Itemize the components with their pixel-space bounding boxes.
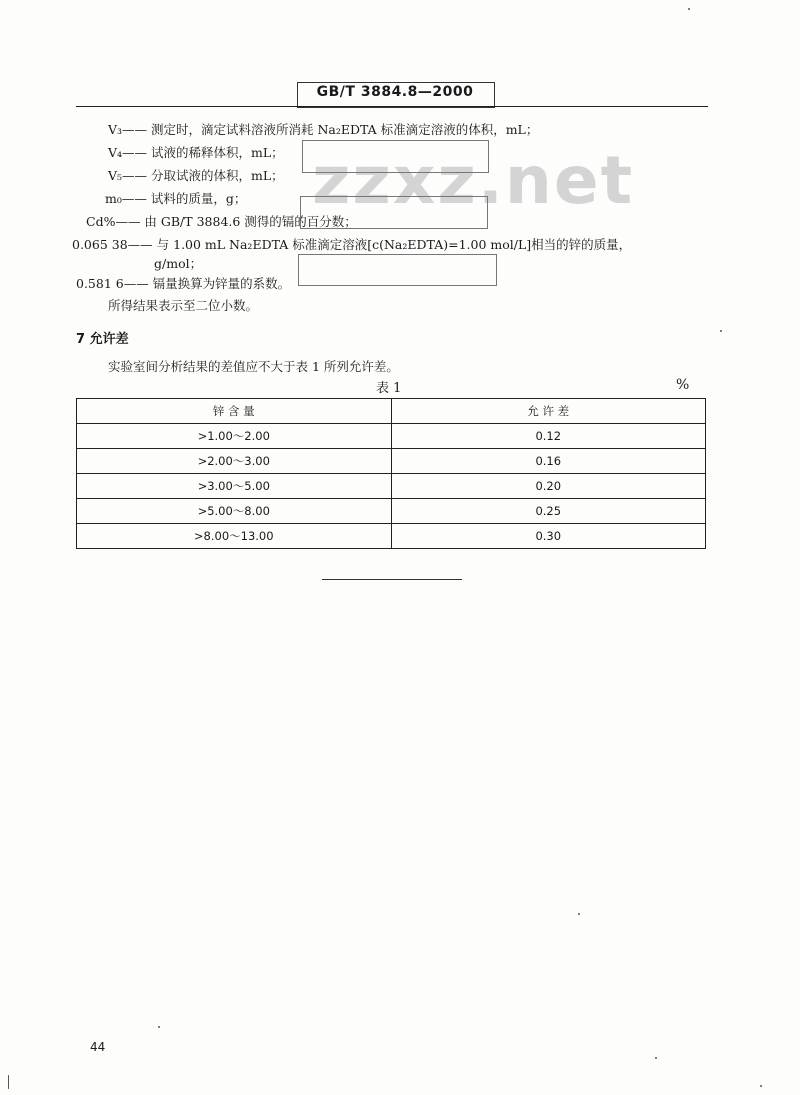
column-header-tolerance: 允 许 差 [391, 399, 706, 424]
tolerance-cell: 0.16 [391, 449, 706, 474]
table-header-row [77, 399, 706, 424]
zinc-content-cell: >1.00～2.00 [77, 424, 392, 449]
tolerance-cell: 0.20 [391, 474, 706, 499]
standard-number: GB/T 3884.8—2000 [316, 84, 474, 100]
table-row [77, 424, 706, 449]
zinc-content-cell: >8.00～13.00 [77, 524, 392, 549]
definition-cd: Cd%—— 由 GB/T 3884.6 测得的镉的百分数； [86, 214, 357, 229]
tolerance-table [76, 398, 706, 549]
tolerance-cell: 0.25 [391, 499, 706, 524]
table-caption: 表 1 [376, 381, 402, 396]
overlay-box-3 [298, 254, 497, 286]
section-paragraph: 实验室间分析结果的差值应不大于表 1 所列允许差。 [108, 359, 399, 374]
scan-speck [720, 330, 722, 332]
definition-v3: V₃—— 测定时，滴定试料溶液所消耗 Na₂EDTA 标准滴定溶液的体积，mL； [108, 122, 539, 137]
table-row [77, 449, 706, 474]
overlay-box-1 [302, 140, 489, 173]
result-note: 所得结果表示至二位小数。 [108, 298, 259, 313]
page-number: 44 [90, 1040, 106, 1054]
scan-speck [158, 1026, 160, 1028]
scan-speck [760, 1085, 762, 1087]
zinc-content-cell: >3.00～5.00 [77, 474, 392, 499]
zinc-content-cell: >5.00～8.00 [77, 499, 392, 524]
definition-m0: m₀—— 试料的质量，g； [105, 191, 247, 206]
definition-v4: V₄—— 试液的稀释体积，mL； [108, 145, 284, 160]
scan-speck [655, 1057, 657, 1059]
tolerance-cell: 0.30 [391, 524, 706, 549]
table-row [77, 474, 706, 499]
column-header-zinc-content: 锌 含 量 [77, 399, 392, 424]
watermark-text: zzxz.net [312, 142, 635, 219]
definition-zinc-unit: g/mol； [154, 256, 203, 271]
tolerance-cell: 0.12 [391, 424, 706, 449]
end-rule [322, 579, 462, 580]
definition-v5: V₅—— 分取试液的体积，mL； [108, 168, 284, 183]
scan-speck [688, 8, 690, 10]
zinc-content-cell: >2.00～3.00 [77, 449, 392, 474]
section-heading: 7 允许差 [76, 332, 129, 347]
table-row [77, 499, 706, 524]
scan-speck [8, 1075, 9, 1089]
table-unit: % [676, 377, 690, 393]
table-row [77, 524, 706, 549]
definition-zinc-equivalent: 0.065 38—— 与 1.00 mL Na₂EDTA 标准滴定溶液[c(Na₂EDTA)=1.00 mol/L]相当的锌的质量， [72, 237, 632, 252]
scan-speck [578, 913, 580, 915]
header-rule [76, 106, 708, 107]
definition-factor: 0.581 6—— 镉量换算为锌量的系数。 [76, 276, 291, 291]
